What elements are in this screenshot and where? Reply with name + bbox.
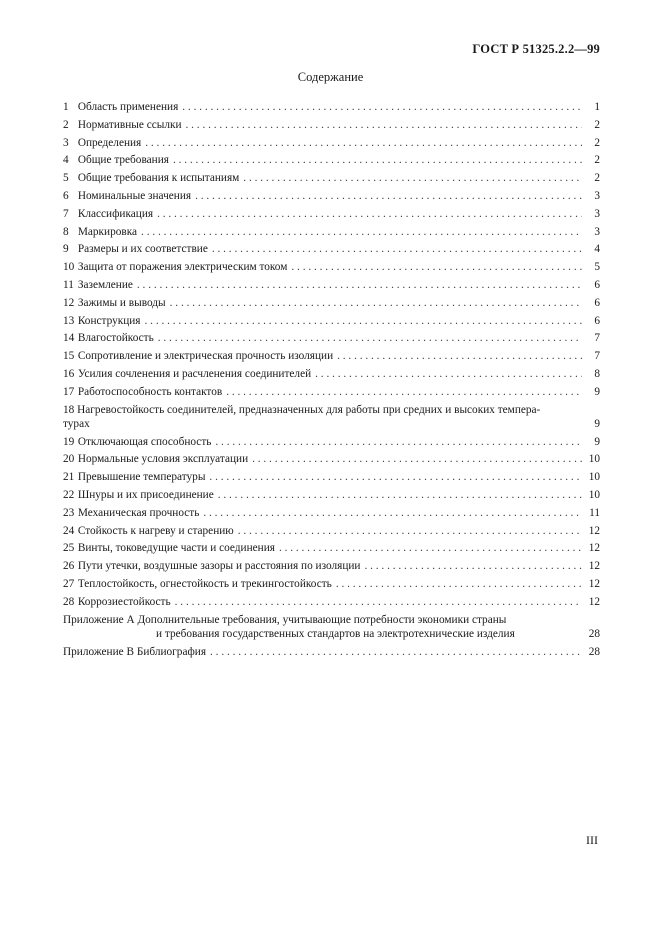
toc-entry[interactable]: 5 Общие требования к испытаниям . . . 2 bbox=[63, 171, 600, 189]
toc-entry[interactable]: 25 Винты, токоведущие части и соединения . . . 12 bbox=[63, 541, 600, 559]
document-code: ГОСТ Р 51325.2.2—99 bbox=[472, 42, 600, 56]
toc-entry[interactable]: 27 Теплостойкость, огнестойкость и трекингостойкость . . . 12 bbox=[63, 577, 600, 595]
toc-entry[interactable]: 17 Работоспособность контактов . . . 9 bbox=[63, 385, 600, 403]
toc-entry[interactable]: 7 Классификация . . . 3 bbox=[63, 207, 600, 225]
toc-entry[interactable]: 26 Пути утечки, воздушные зазоры и расстояния по изоляции . . . 12 bbox=[63, 559, 600, 577]
toc-entry[interactable]: 4 Общие требования . . . 2 bbox=[63, 153, 600, 171]
toc-appendix-a[interactable]: Приложение А Дополнительные требования, учитывающие потребности экономики страны и требования государственных стандартов на электротехнические изделия 28 bbox=[63, 613, 600, 640]
toc-entry[interactable]: 24 Стойкость к нагреву и старению . . . 12 bbox=[63, 524, 600, 542]
toc-appendix-b[interactable]: Приложение В Библиография . . . 28 bbox=[63, 645, 600, 663]
toc-entry[interactable]: 10 Защита от поражения электрическим током . . . 5 bbox=[63, 260, 600, 278]
toc-entry[interactable]: 13 Конструкция . . . 6 bbox=[63, 314, 600, 332]
toc-entry[interactable]: 22 Шнуры и их присоединение . . . 10 bbox=[63, 488, 600, 506]
toc-entry[interactable]: 3 Определения . . . 2 bbox=[63, 136, 600, 154]
toc-entry[interactable]: 8 Маркировка . . . 3 bbox=[63, 225, 600, 243]
toc-entry[interactable]: 12 Зажимы и выводы . . . 6 bbox=[63, 296, 600, 314]
toc-entry[interactable]: 23 Механическая прочность . . . 11 bbox=[63, 506, 600, 524]
page-number: III bbox=[586, 833, 598, 847]
toc-entry[interactable]: 28 Коррозиестойкость . . . 12 bbox=[63, 595, 600, 613]
toc-entry[interactable]: 11 Заземление . . . 6 bbox=[63, 278, 600, 296]
toc-entry[interactable]: 15 Сопротивление и электрическая прочность изоляции . . . 7 bbox=[63, 349, 600, 367]
toc-title: Содержание bbox=[297, 70, 364, 84]
toc-entry[interactable]: 21 Превышение температуры . . . 10 bbox=[63, 470, 600, 488]
toc-entry[interactable]: 18 Нагревостойкость соединителей, предназначенных для работы при средних и высоких темпера- турах 9 bbox=[63, 403, 600, 430]
toc-entry[interactable]: 14 Влагостойкость . . . 7 bbox=[63, 331, 600, 349]
toc-entry[interactable]: 9 Размеры и их соответствие . . . 4 bbox=[63, 242, 600, 260]
toc-entry[interactable]: 20 Нормальные условия эксплуатации . . . 10 bbox=[63, 452, 600, 470]
toc-entry[interactable]: 19 Отключающая способность . . . 9 bbox=[63, 435, 600, 453]
toc-entry[interactable]: 1 Область применения . . . 1 bbox=[63, 100, 600, 118]
toc-entry[interactable]: 2 Нормативные ссылки . . . 2 bbox=[63, 118, 600, 136]
table-of-contents bbox=[63, 100, 600, 662]
toc-entry[interactable]: 6 Номинальные значения . . . 3 bbox=[63, 189, 600, 207]
toc-entry[interactable]: 16 Усилия сочленения и расчленения соединителей . . . 8 bbox=[63, 367, 600, 385]
